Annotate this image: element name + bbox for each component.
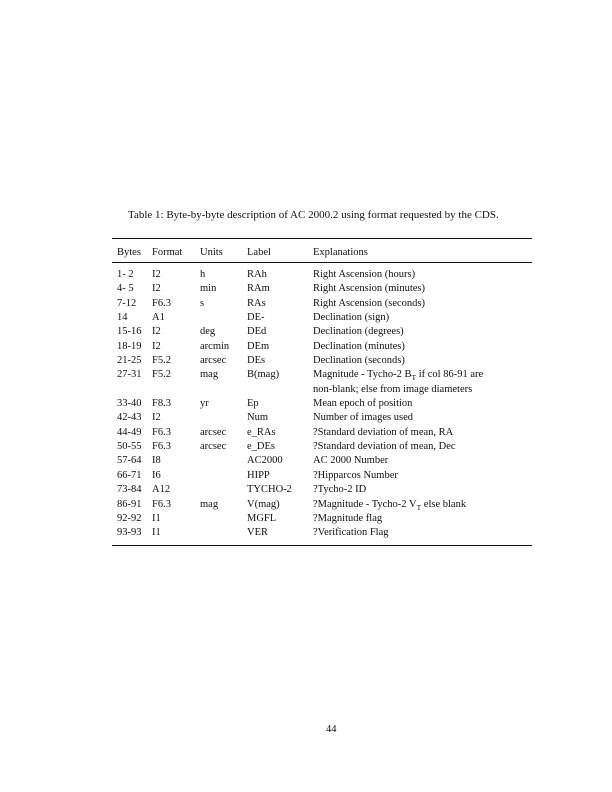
cell-explanation	[313, 498, 532, 512]
explanation-line: Declination (degrees)	[313, 326, 404, 338]
cell-bytes: 14	[117, 312, 128, 324]
explanation-line: ?Standard deviation of mean, Dec	[313, 441, 456, 453]
table-row	[112, 426, 532, 440]
cell-label: MGFL	[247, 512, 277, 524]
cell-bytes: 7-12	[117, 297, 137, 309]
cell-label: VER	[247, 527, 268, 539]
cell-units: arcmin	[200, 340, 230, 352]
cell-label: e_DEs	[247, 441, 275, 453]
cell-explanation	[313, 263, 532, 283]
cell-units: yr	[200, 398, 209, 410]
explanation-line: ?Tycho-2 ID	[313, 484, 367, 496]
cell-label: DEs	[247, 355, 266, 367]
cell-explanation	[313, 411, 532, 425]
cell-units	[200, 483, 247, 497]
explanation-line: AC 2000 Number	[313, 455, 389, 467]
cell-units: s	[200, 297, 205, 309]
cell-bytes: 4- 5	[117, 283, 134, 295]
cell-explanation	[313, 282, 532, 296]
cell-units	[200, 411, 247, 425]
cell-label: AC2000	[247, 455, 283, 467]
cell-explanation	[313, 368, 532, 397]
cell-bytes: 73-84	[117, 484, 142, 496]
cell-format: A12	[152, 484, 171, 496]
table-row	[112, 311, 532, 325]
cell-format: F5.2	[152, 369, 171, 381]
cell-units: deg	[200, 326, 216, 338]
data-table	[112, 238, 532, 546]
cell-units: arcsec	[200, 441, 227, 453]
cell-label: B(mag)	[247, 369, 280, 381]
cell-format: I2	[152, 269, 161, 280]
cell-units: mag	[200, 498, 219, 510]
explanation-line: non-blank; else from image diameters	[313, 383, 473, 395]
cell-bytes: 50-55	[117, 441, 142, 453]
cell-label: RAh	[247, 269, 267, 280]
table-row	[112, 282, 532, 296]
explanation-line: Magnitude - Tycho-2 $B_T$ if col 86-91 are	[313, 369, 484, 383]
cell-bytes: 15-16	[117, 326, 142, 338]
cell-bytes: 93-93	[117, 527, 142, 539]
cell-units	[200, 454, 247, 468]
table-row	[112, 325, 532, 339]
cell-explanation	[313, 354, 532, 368]
cell-units	[200, 469, 247, 483]
cell-bytes: 57-64	[117, 455, 142, 467]
table-row	[112, 498, 532, 512]
cell-label: HIPP	[247, 469, 270, 481]
table-caption: Table 1: Byte-by-byte description of AC 2000.2 using format requested by the CDS.	[128, 209, 499, 221]
column-header-format: Format	[152, 239, 200, 263]
cell-format: F8.3	[152, 398, 171, 410]
cell-format: F6.3	[152, 441, 171, 453]
table-body	[112, 263, 532, 546]
explanation-line: Declination (minutes)	[313, 340, 405, 352]
table-row	[112, 469, 532, 483]
cell-label: Num	[247, 412, 268, 424]
cell-explanation	[313, 297, 532, 311]
table-row	[112, 454, 532, 468]
cell-format: I1	[152, 512, 161, 524]
cell-bytes: 92-92	[117, 512, 142, 524]
explanation-line: Mean epoch of position	[313, 398, 413, 410]
explanation-line: Number of images used	[313, 412, 414, 424]
table-row	[112, 512, 532, 526]
cell-format: I2	[152, 340, 161, 352]
cell-label: RAm	[247, 283, 270, 295]
table-row	[112, 340, 532, 354]
cell-units: h	[200, 269, 206, 280]
cell-explanation	[313, 526, 532, 545]
cell-explanation	[313, 469, 532, 483]
table-row	[112, 297, 532, 311]
cell-format: F5.2	[152, 355, 171, 367]
cell-bytes: 21-25	[117, 355, 142, 367]
cell-label: DEd	[247, 326, 267, 338]
cell-label: DE-	[247, 312, 265, 324]
cell-format: I2	[152, 412, 161, 424]
explanation-line: Right Ascension (seconds)	[313, 297, 425, 309]
cell-format: I8	[152, 455, 161, 467]
table-row	[112, 397, 532, 411]
cell-explanation	[313, 340, 532, 354]
cell-label: TYCHO-2	[247, 484, 292, 496]
explanation-line: ?Hipparcos Number	[313, 469, 398, 481]
cell-units	[200, 526, 247, 545]
cell-explanation	[313, 311, 532, 325]
cell-bytes: 27-31	[117, 369, 142, 381]
cell-format: I1	[152, 527, 161, 539]
cell-bytes: 18-19	[117, 340, 142, 352]
column-header-units: Units	[200, 239, 247, 263]
table-row	[112, 263, 532, 283]
cell-units	[200, 512, 247, 526]
cell-units: arcsec	[200, 355, 227, 367]
cell-bytes: 1- 2	[117, 269, 134, 280]
column-header-explanations: Explanations	[313, 239, 532, 263]
page-number: 44	[326, 724, 337, 735]
explanation-line: ?Magnitude - Tycho-2 $V_T$ else blank	[313, 498, 467, 512]
cell-bytes: 42-43	[117, 412, 142, 424]
explanation-line: ?Standard deviation of mean, RA	[313, 426, 454, 438]
cell-explanation	[313, 440, 532, 454]
table-row	[112, 354, 532, 368]
cell-label: RAs	[247, 297, 266, 309]
cell-format: F6.3	[152, 426, 171, 438]
cell-units: arcsec	[200, 426, 227, 438]
cell-label: V(mag)	[247, 498, 280, 510]
cell-units	[200, 311, 247, 325]
cell-explanation	[313, 483, 532, 497]
cell-explanation	[313, 397, 532, 411]
cell-label: Ep	[247, 398, 259, 410]
explanation-line: Declination (seconds)	[313, 355, 405, 367]
cell-format: I2	[152, 283, 161, 295]
cell-format: F6.3	[152, 498, 171, 510]
explanation-line: Declination (sign)	[313, 312, 390, 324]
table-row	[112, 411, 532, 425]
cell-format: I6	[152, 469, 161, 481]
cell-format: I2	[152, 326, 161, 338]
column-header-label: Label	[247, 239, 313, 263]
cell-format: A1	[152, 312, 165, 324]
cell-bytes: 33-40	[117, 398, 142, 410]
cell-explanation	[313, 454, 532, 468]
explanation-line: Right Ascension (minutes)	[313, 283, 425, 295]
cell-bytes: 44-49	[117, 426, 142, 438]
cell-units: min	[200, 283, 217, 295]
cell-format: F6.3	[152, 297, 171, 309]
cell-label: DEm	[247, 340, 270, 352]
cell-explanation	[313, 325, 532, 339]
table-row	[112, 368, 532, 397]
table-row	[112, 440, 532, 454]
cell-label: e_RAs	[247, 426, 276, 438]
cell-bytes: 86-91	[117, 498, 142, 510]
table-row	[112, 483, 532, 497]
table-row	[112, 526, 532, 545]
explanation-line: ?Verification Flag	[313, 527, 389, 539]
explanation-line: ?Magnitude flag	[313, 512, 383, 524]
explanation-line: Right Ascension (hours)	[313, 269, 416, 280]
cell-bytes: 66-71	[117, 469, 142, 481]
cell-explanation	[313, 512, 532, 526]
cell-units: mag	[200, 369, 219, 381]
cell-explanation	[313, 426, 532, 440]
table-header-row	[112, 239, 532, 263]
column-header-bytes: Bytes	[112, 239, 152, 263]
